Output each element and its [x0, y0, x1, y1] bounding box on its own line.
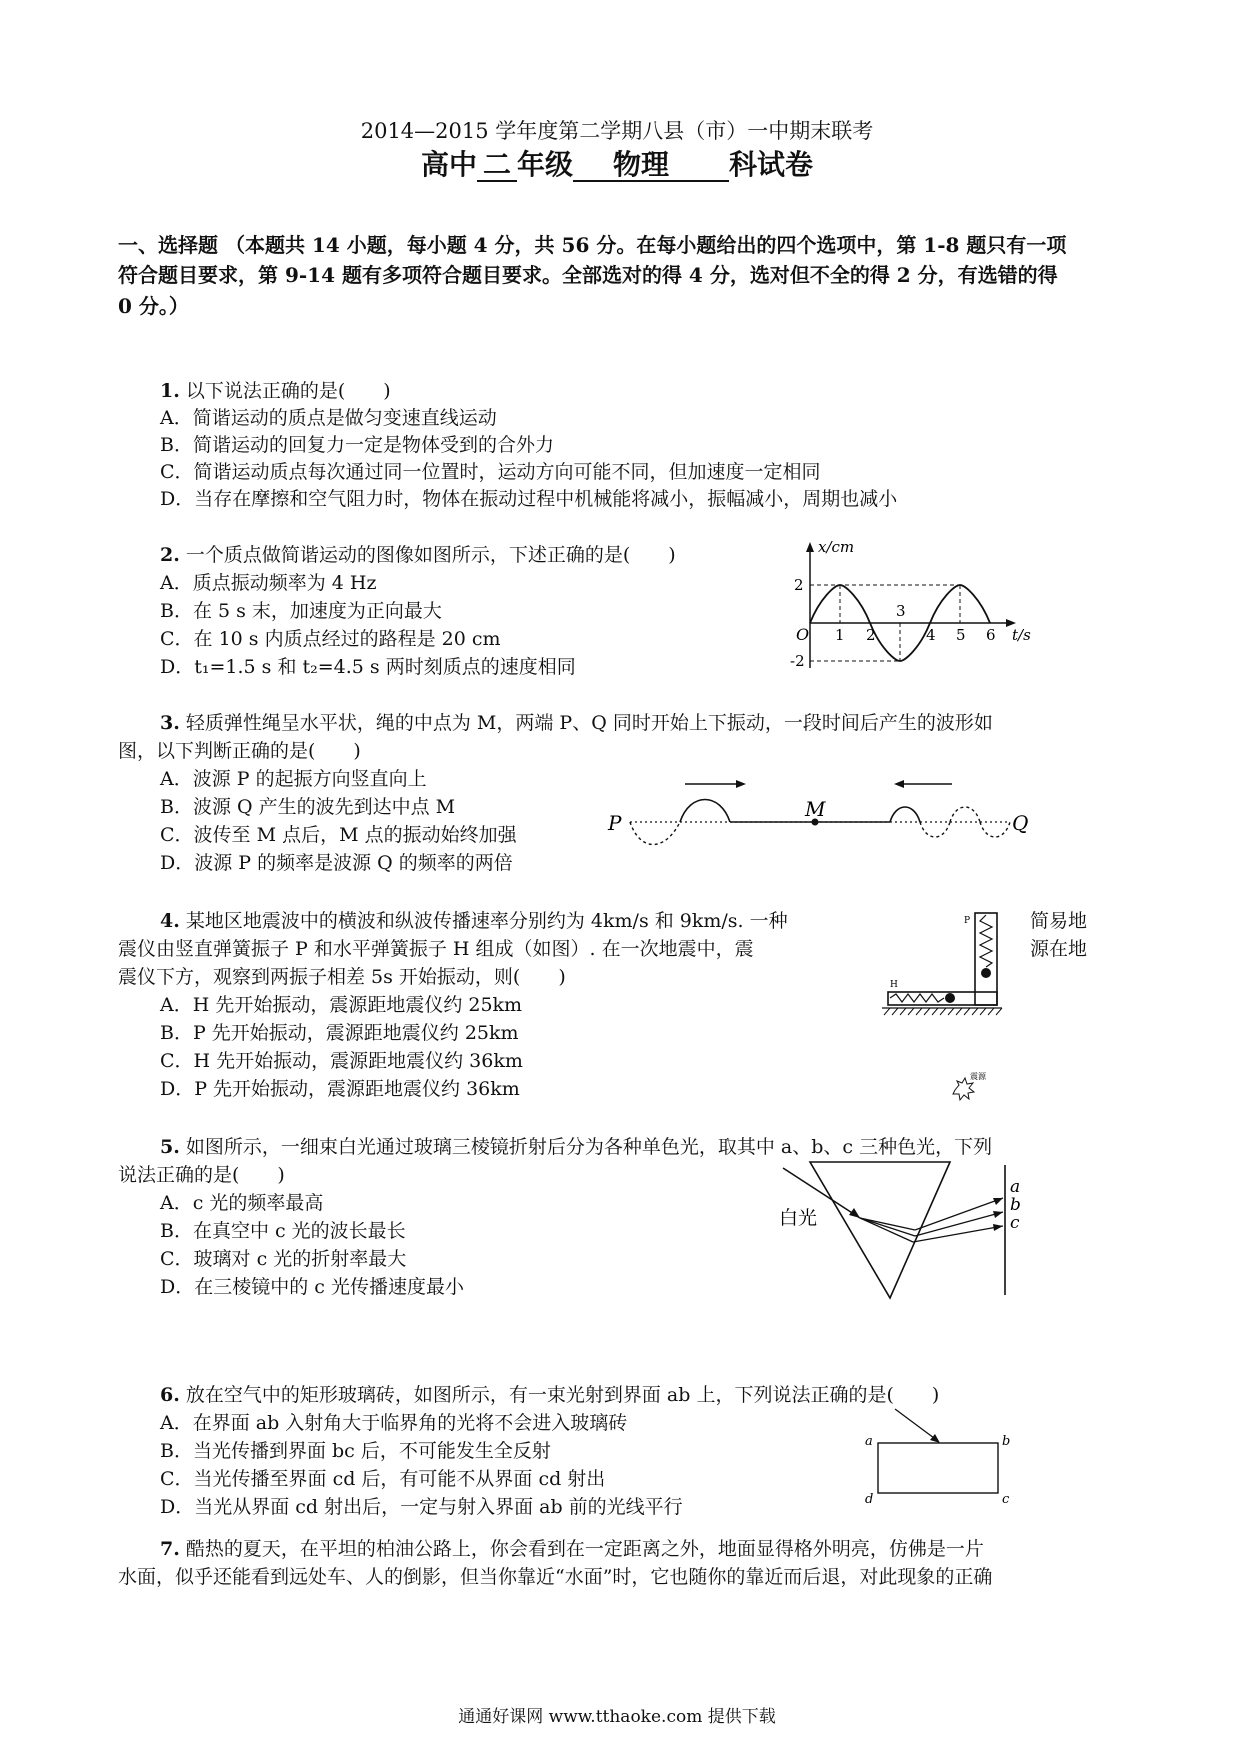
question-6-stem: [160, 1382, 939, 1408]
section-instructions-line1: 一、选择题 （本题共 14 小题，每小题 4 分，共 56 分。在每小题给出的四个选项中，第 1-8 题只有一项: [118, 233, 1067, 257]
ground-hatching: [884, 1008, 1002, 1015]
right-wave-crest-2: [950, 807, 980, 822]
label-b: b: [1002, 1434, 1011, 1449]
incident-ray-arrow-icon: [849, 1208, 860, 1218]
x-tick-2: 2: [866, 626, 876, 644]
prism-triangle: [810, 1162, 950, 1298]
q6-option-d: D．当光从界面 cd 射出后，一定与射入界面 ab 前的光线平行: [160, 1496, 683, 1518]
question-number: 5.: [160, 1136, 180, 1158]
q5-option-b: B．在真空中 c 光的波长最长: [160, 1220, 406, 1242]
x-tick-3: 3: [896, 602, 906, 620]
q5-option-a: A．c 光的频率最高: [160, 1192, 324, 1214]
label-q: Q: [1012, 811, 1029, 835]
right-wave-crest-1: [890, 807, 920, 822]
q5-prism-figure: [775, 1160, 1025, 1300]
q2-option-b: B．在 5 s 末，加速度为正向最大: [160, 600, 442, 622]
subject-field: 物理: [573, 150, 729, 182]
question-2-stem: [160, 542, 676, 568]
q4-option-c: C．H 先开始振动，震源距地震仪约 36km: [160, 1050, 523, 1072]
glass-brick-rect: [878, 1443, 998, 1493]
q2-option-a: A．质点振动频率为 4 Hz: [160, 572, 377, 594]
stem-text: 轻质弹性绳呈水平状，绳的中点为 M，两端 P、Q 同时开始上下振动，一段时间后产生的波形如: [185, 712, 993, 734]
vertical-spring: [980, 915, 992, 967]
right-wave-trough-2: [980, 822, 1010, 837]
question-number: 1.: [160, 380, 180, 402]
stem-text: 一个质点做简谐运动的图像如图所示，下述正确的是( ): [185, 544, 676, 566]
question-1-stem: [160, 378, 391, 404]
vertical-ball-p: [981, 968, 991, 978]
question-7-stem-line2: 水面，似乎还能看到远处车、人的倒影，但当你靠近“水面”时，它也随你的靠近而后退，对此现象的正确: [118, 1566, 993, 1588]
label-a: a: [865, 1434, 873, 1449]
horizontal-ball-h: [945, 993, 955, 1003]
q6-glass-brick-figure: [860, 1405, 1020, 1505]
q1-option-d: D．当存在摩擦和空气阻力时，物体在振动过程中机械能将减小，振幅减小，周期也减小: [160, 488, 898, 510]
q5-option-c: C．玻璃对 c 光的折射率最大: [160, 1248, 407, 1270]
label-epicenter: 震源: [970, 1072, 986, 1081]
question-4-stem-line1-tail: 简易地: [1030, 910, 1088, 932]
q3-option-b: B．波源 Q 产生的波先到达中点 M: [160, 796, 456, 818]
section-instructions-line2: 符合题目要求，第 9-14 题有多项符合题目要求。全部选对的得 4 分，选对但不全的得 2 分，有选错的得: [118, 263, 1058, 287]
q2-vibration-graph-figure: [790, 540, 1040, 675]
question-3-stem-line2: 图，以下判断正确的是( ): [118, 740, 361, 762]
question-4-stem-line1: [160, 908, 788, 934]
q6-option-a: A．在界面 ab 入射角大于临界角的光将不会进入玻璃砖: [160, 1412, 628, 1434]
incident-ray: [895, 1409, 938, 1441]
stem-text: 如图所示，一细束白光通过玻璃三棱镜折射后分为各种单色光，取其中 a、b、c 三种色光，下列: [185, 1136, 993, 1158]
q3-option-c: C．波传至 M 点后，M 点的振动始终加强: [160, 824, 517, 846]
label-a: a: [1010, 1177, 1021, 1197]
internal-ray-2: [860, 1218, 915, 1236]
title-mid: 年级: [516, 148, 573, 181]
right-wave-trough-1: [920, 822, 950, 837]
exam-title: [0, 150, 1234, 182]
outgoing-ray-a: [915, 1198, 1003, 1230]
label-b: b: [1010, 1195, 1021, 1215]
footer-source: 通通好课网 www.tthaoke.com 提供下载: [458, 1707, 776, 1727]
question-5-stem-line1: [160, 1134, 992, 1160]
exam-header-line1: 2014—2015 学年度第二学期八县（市）一中期末联考: [360, 119, 874, 143]
horizontal-spring: [890, 994, 944, 1002]
outgoing-ray-c: [913, 1226, 1003, 1242]
ray-a-arrow-icon: [993, 1198, 1003, 1205]
internal-ray-1: [860, 1218, 915, 1230]
q4-option-b: B．P 先开始振动，震源距地震仪约 25km: [160, 1022, 519, 1044]
question-7-stem-line1: [160, 1536, 984, 1562]
q6-option-b: B．当光传播到界面 bc 后，不可能发生全反射: [160, 1440, 551, 1462]
q3-option-a: A．波源 P 的起振方向竖直向上: [160, 768, 427, 790]
section-instructions-line3: 0 分。）: [118, 294, 189, 318]
label-h: H: [890, 980, 898, 990]
stem-text: 酷热的夏天，在平坦的柏油公路上，你会看到在一定距离之外，地面显得格外明亮，仿佛是一片: [185, 1538, 984, 1560]
q6-option-c: C．当光传播至界面 cd 后，有可能不从界面 cd 射出: [160, 1468, 606, 1490]
ray-b-arrow-icon: [993, 1211, 1003, 1218]
ray-c-arrow-icon: [993, 1224, 1003, 1231]
origin-label: O: [796, 625, 810, 644]
q1-option-b: B．简谐运动的回复力一定是物体受到的合外力: [160, 434, 554, 456]
stem-text: 以下说法正确的是( ): [185, 380, 391, 402]
label-c: c: [1010, 1213, 1020, 1233]
q2-option-d: D．t₁=1.5 s 和 t₂=4.5 s 两时刻质点的速度相同: [160, 656, 576, 678]
label-m: M: [805, 797, 826, 821]
question-4-stem-line2: 震仪由竖直弹簧振子 P 和水平弹簧振子 H 组成（如图）. 在一次地震中，震: [118, 938, 754, 960]
x-tick-4: 4: [926, 626, 936, 644]
x-axis-label: t/s: [1012, 626, 1031, 644]
label-p: P: [608, 811, 622, 835]
q3-rope-wave-figure: [600, 772, 1040, 872]
q1-option-a: A．简谐运动的质点是做匀变速直线运动: [160, 407, 497, 429]
left-wave-crest: [680, 800, 730, 823]
label-c: c: [1002, 1492, 1010, 1505]
question-3-stem-line1: [160, 710, 993, 736]
x-tick-5: 5: [956, 626, 966, 644]
stem-text: 放在空气中的矩形玻璃砖，如图所示，有一束光射到界面 ab 上，下列说法正确的是( ): [185, 1384, 940, 1406]
x-tick-6: 6: [986, 626, 996, 644]
label-d: d: [865, 1492, 874, 1505]
outgoing-ray-b: [915, 1212, 1003, 1236]
q2-option-c: C．在 10 s 内质点经过的路程是 20 cm: [160, 628, 501, 650]
question-4-stem-line3: 震仪下方，观察到两振子相差 5s 开始振动，则( ): [118, 966, 566, 988]
left-wave-trough: [630, 822, 680, 845]
question-5-stem-line2: 说法正确的是( ): [118, 1164, 285, 1186]
stem-text: 某地区地震波中的横波和纵波传播速率分别约为 4km/s 和 9km/s. 一种: [185, 910, 788, 932]
epicenter-star-icon: [953, 1078, 974, 1100]
q4-option-a: A．H 先开始振动，震源距地震仪约 25km: [160, 994, 523, 1016]
grade-field: 二: [477, 150, 517, 182]
question-number: 3.: [160, 712, 180, 734]
question-number: 2.: [160, 544, 180, 566]
q3-option-d: D．波源 P 的频率是波源 Q 的频率的两倍: [160, 852, 513, 874]
question-number: 6.: [160, 1384, 180, 1406]
y-tick-bottom: -2: [790, 652, 805, 670]
title-prefix: 高中: [420, 148, 477, 181]
question-4-stem-line2-tail: 源在地: [1030, 938, 1088, 960]
title-suffix: 科试卷: [729, 148, 814, 181]
question-number: 7.: [160, 1538, 180, 1560]
internal-ray-3: [860, 1218, 913, 1242]
x-tick-1: 1: [835, 626, 845, 644]
q4-option-d: D．P 先开始振动，震源距地震仪约 36km: [160, 1078, 520, 1100]
label-p: P: [964, 916, 971, 926]
q1-option-c: C．简谐运动质点每次通过同一位置时，运动方向可能不同，但加速度一定相同: [160, 461, 821, 483]
y-axis-arrow-icon: [806, 542, 814, 552]
left-arrow-icon: [894, 780, 904, 788]
question-number: 4.: [160, 910, 180, 932]
q5-option-d: D．在三棱镜中的 c 光传播速度最小: [160, 1276, 464, 1298]
q4-seismometer-figure: [870, 905, 1020, 1120]
right-arrow-icon: [736, 780, 746, 788]
label-white-light: 白光: [779, 1207, 818, 1229]
y-tick-top: 2: [794, 576, 804, 594]
incident-ray-arrow-icon: [930, 1434, 940, 1443]
y-axis-label: x/cm: [818, 540, 855, 556]
